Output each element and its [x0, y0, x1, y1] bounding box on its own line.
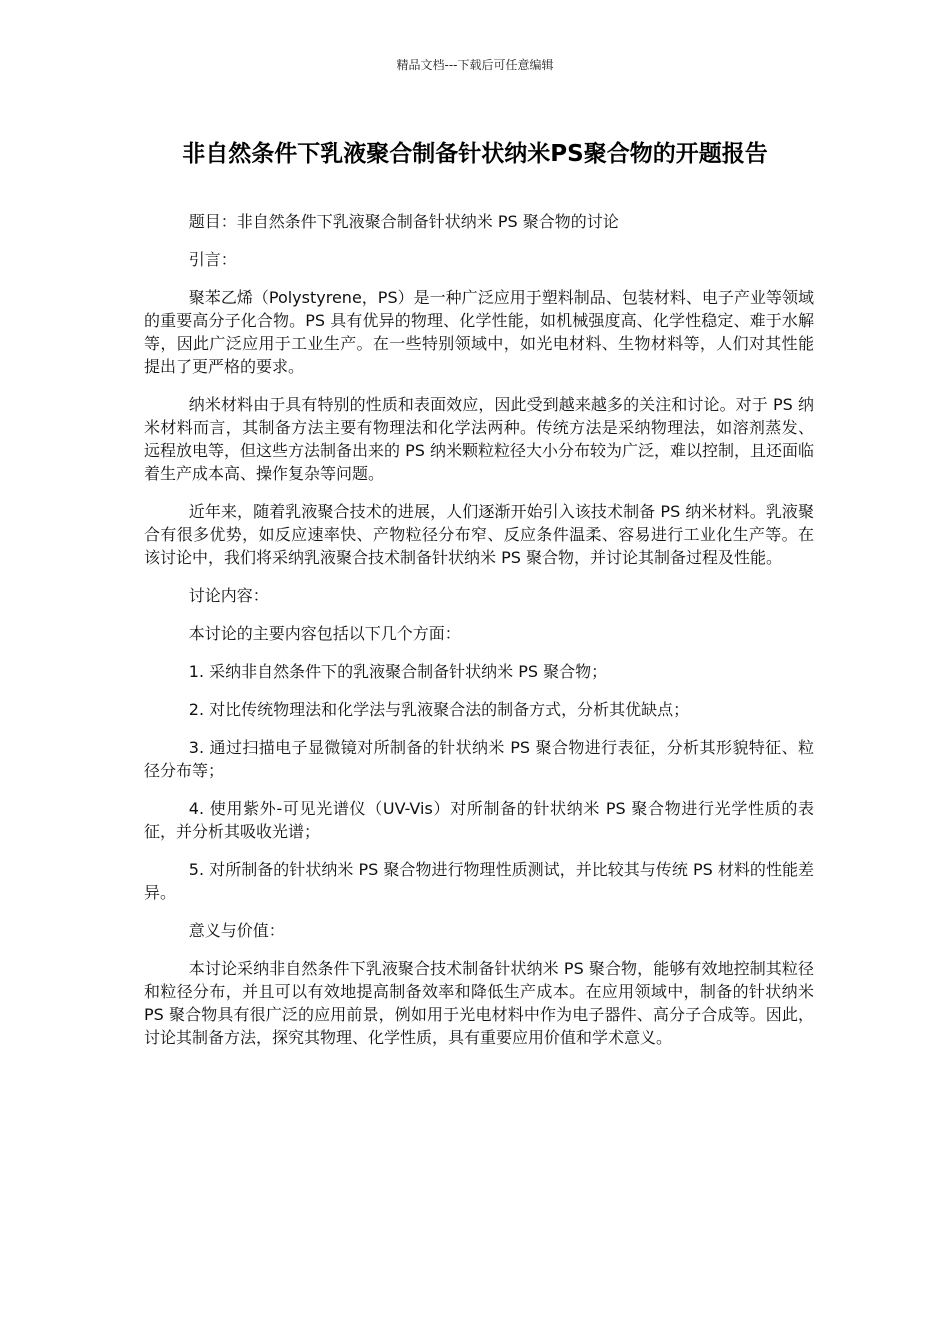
document-body: [144, 210, 814, 1064]
intro-paragraph: 聚苯乙烯（Polystyrene，PS）是一种广泛应用于塑料制品、包装材料、电子产业等领域的重要高分子化合物。PS 具有优异的物理、化学性能，如机械强度高、化学性稳定、难于水解等，因此广泛应用于工业生产。在一些特别领域中，如光电材料、生物材料等，人们对其性能提出了更严格的要求。: [144, 288, 814, 376]
content-item: 1. 采纳非自然条件下的乳液聚合制备针状纳米 PS 聚合物；: [188, 662, 608, 681]
content-item: 5. 对所制备的针状纳米 PS 聚合物进行物理性质测试，并比较其与传统 PS 材料的性能差异。: [144, 860, 814, 902]
intro-paragraph: 近年来，随着乳液聚合技术的进展，人们逐渐开始引入该技术制备 PS 纳米材料。乳液聚合有很多优势，如反应速率快、产物粒径分布窄、反应条件温柔、容易进行工业化生产等。在该讨论中，我们将采纳乳液聚合技术制备针状纳米 PS 聚合物，并讨论其制备过程及性能。: [144, 502, 814, 567]
content-item: 2. 对比传统物理法和化学法与乳液聚合法的制备方式，分析其优缺点；: [188, 700, 690, 719]
content-item: 3. 通过扫描电子显微镜对所制备的针状纳米 PS 聚合物进行表征，分析其形貌特征、粒径分布等；: [144, 738, 814, 780]
content-item: 4. 使用紫外-可见光谱仪（UV-Vis）对所制备的针状纳米 PS 聚合物进行光学性质的表征，并分析其吸收光谱；: [144, 799, 814, 841]
significance-paragraph: 本讨论采纳非自然条件下乳液聚合技术制备针状纳米 PS 聚合物，能够有效地控制其粒径和粒径分布，并且可以有效地提高制备效率和降低生产成本。在应用领域中，制备的针状纳米 PS 聚合物具有很广泛的应用前景，例如用于光电材料中作为电子器件、高分子合成等。因此，讨论其制备方法，探究其物理、化学性质，具有重要应用价值和学术意义。: [144, 959, 814, 1047]
intro-paragraph: 纳米材料由于具有特别的性质和表面效应，因此受到越来越多的关注和讨论。对于 PS 纳米材料而言，其制备方法主要有物理法和化学法两种。传统方法是采纳物理法，如溶剂蒸发、远程放电等，但这些方法制备出来的 PS 纳米颗粒粒径大小分布较为广泛，难以控制，且还面临着生产成本高、操作复杂等问题。: [144, 395, 814, 483]
significance-heading: 意义与价值：: [188, 921, 285, 940]
intro-heading: 引言：: [188, 250, 237, 269]
page-header: 精品文档---下载后可任意编辑: [396, 58, 554, 72]
topic-line: 题目：非自然条件下乳液聚合制备针状纳米 PS 聚合物的讨论: [188, 212, 619, 231]
content-heading: 讨论内容：: [188, 586, 269, 605]
document-title: 非自然条件下乳液聚合制备针状纳米PS聚合物的开题报告: [182, 141, 768, 167]
content-lead: 本讨论的主要内容包括以下几个方面：: [188, 624, 461, 643]
